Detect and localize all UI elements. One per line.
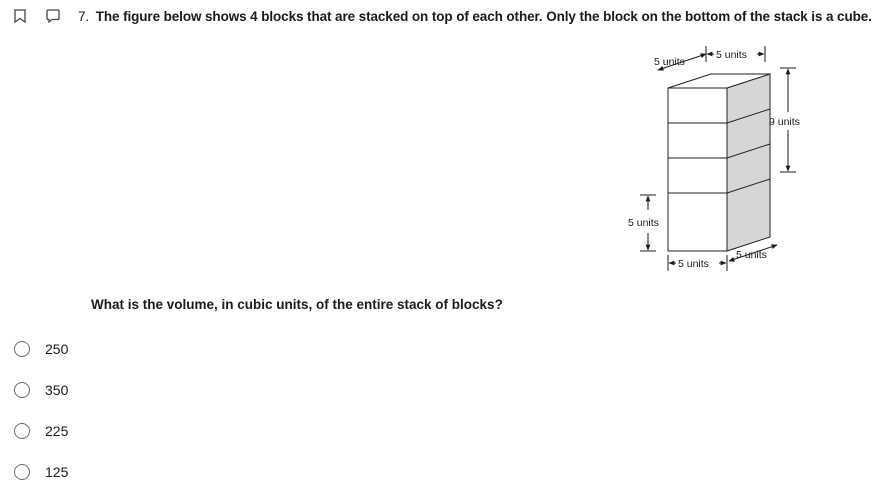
answer-choice[interactable] xyxy=(14,328,68,369)
stacked-blocks-figure xyxy=(620,40,810,280)
choice-label: 350 xyxy=(45,381,69,398)
label-bottom-depth: 5 units xyxy=(736,249,767,261)
answer-choice[interactable] xyxy=(14,369,68,410)
radio-button[interactable] xyxy=(14,382,30,398)
stack-side-face xyxy=(727,74,770,251)
label-top-depth: 5 units xyxy=(654,56,685,68)
question-number: 7. xyxy=(78,9,90,24)
radio-button[interactable] xyxy=(14,464,30,480)
radio-button[interactable] xyxy=(14,341,30,357)
choice-label: 225 xyxy=(45,422,69,439)
answer-choice[interactable] xyxy=(14,410,68,451)
question-prompt: What is the volume, in cubic units, of the entire stack of blocks? xyxy=(91,297,503,312)
question-header xyxy=(78,9,872,24)
label-bottom-width: 5 units xyxy=(678,258,709,270)
question-text: The figure below shows 4 blocks that are stacked on top of each other. Only the block on the bottom of the stack is a cube. xyxy=(95,9,872,24)
comment-icon[interactable] xyxy=(46,9,60,23)
question-toolbar xyxy=(14,9,60,23)
radio-button[interactable] xyxy=(14,423,30,439)
label-left-height: 5 units xyxy=(628,217,659,229)
stack-front-face xyxy=(668,88,727,251)
label-top-width: 5 units xyxy=(716,49,747,61)
bookmark-icon[interactable] xyxy=(14,9,26,23)
answer-choice[interactable] xyxy=(14,451,68,492)
choice-label: 250 xyxy=(45,340,69,357)
label-right-height: 9 units xyxy=(769,116,800,128)
choice-label: 125 xyxy=(45,463,69,480)
answer-choices xyxy=(14,328,68,492)
